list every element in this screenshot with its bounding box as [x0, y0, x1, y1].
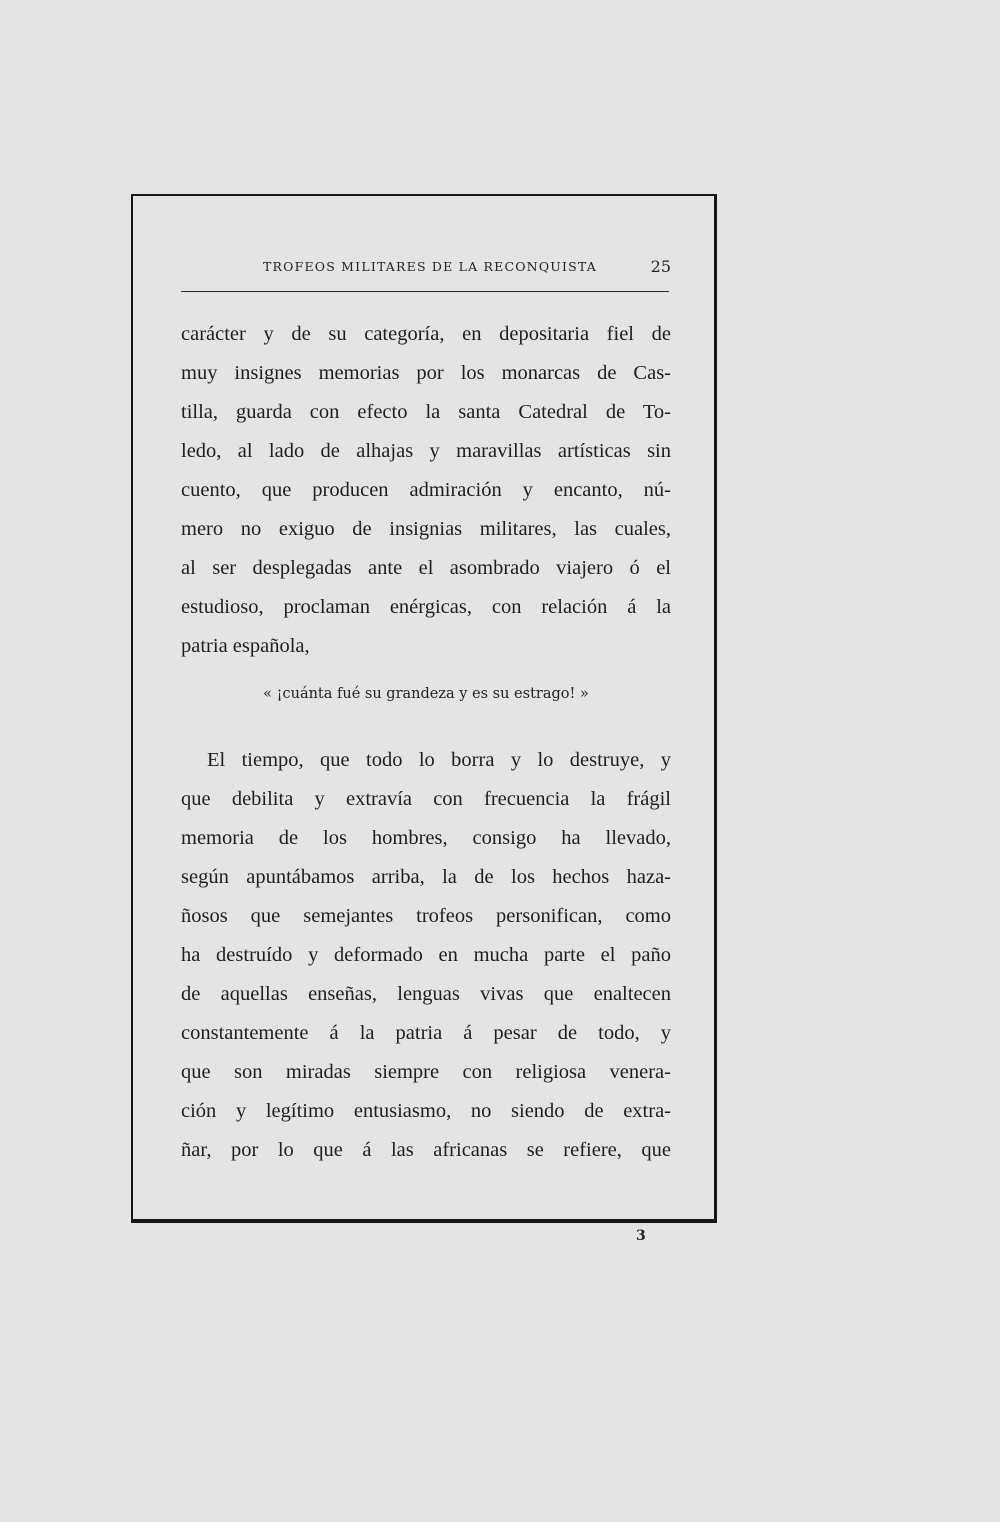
text-line: muy insignes memorias por los monarcas de Cas-: [181, 362, 671, 384]
running-title: TROFEOS MILITARES DE LA RECONQUISTA: [263, 259, 597, 274]
text-line: mero no exiguo de insignias militares, las cuales,: [181, 518, 671, 540]
text-line: cuento, que producen admiración y encanto, nú-: [181, 479, 671, 501]
paragraph-1: [181, 315, 671, 666]
text-line: patria española,: [181, 635, 310, 657]
text-line: El tiempo, que todo lo borra y lo destruye, y: [207, 749, 671, 771]
text-line: tilla, guarda con efecto la santa Catedral de To-: [181, 401, 671, 423]
text-line: según apuntábamos arriba, la de los hechos haza-: [181, 866, 671, 888]
text-line: ñosos que semejantes trofeos personifican, como: [181, 905, 671, 927]
signature-mark: 3: [636, 1228, 646, 1244]
text-line: constantemente á la patria á pesar de todo, y: [181, 1022, 671, 1044]
text-line: ñar, por lo que á las africanas se refiere, que: [181, 1139, 671, 1161]
text-line: que son miradas siempre con religiosa venera-: [181, 1061, 671, 1083]
text-line: ledo, al lado de alhajas y maravillas artísticas sin: [181, 440, 671, 462]
text-line: carácter y de su categoría, en depositaria fiel de: [181, 323, 671, 345]
page-number: 25: [650, 257, 671, 276]
page-frame: [131, 194, 717, 1223]
block-quote: « ¡cuánta fué su grandeza y es su estrago! »: [263, 686, 589, 702]
text-line: de aquellas enseñas, lenguas vivas que enaltecen: [181, 983, 671, 1005]
text-line: estudioso, proclaman enérgicas, con relación á la: [181, 596, 671, 618]
text-line: ha destruído y deformado en mucha parte el paño: [181, 944, 671, 966]
paragraph-2: [181, 741, 671, 1170]
text-line: ción y legítimo entusiasmo, no siendo de extra-: [181, 1100, 671, 1122]
text-line: al ser desplegadas ante el asombrado viajero ó el: [181, 557, 671, 579]
header-rule: [181, 291, 669, 292]
text-line: que debilita y extravía con frecuencia la frágil: [181, 788, 671, 810]
text-line: memoria de los hombres, consigo ha llevado,: [181, 827, 671, 849]
